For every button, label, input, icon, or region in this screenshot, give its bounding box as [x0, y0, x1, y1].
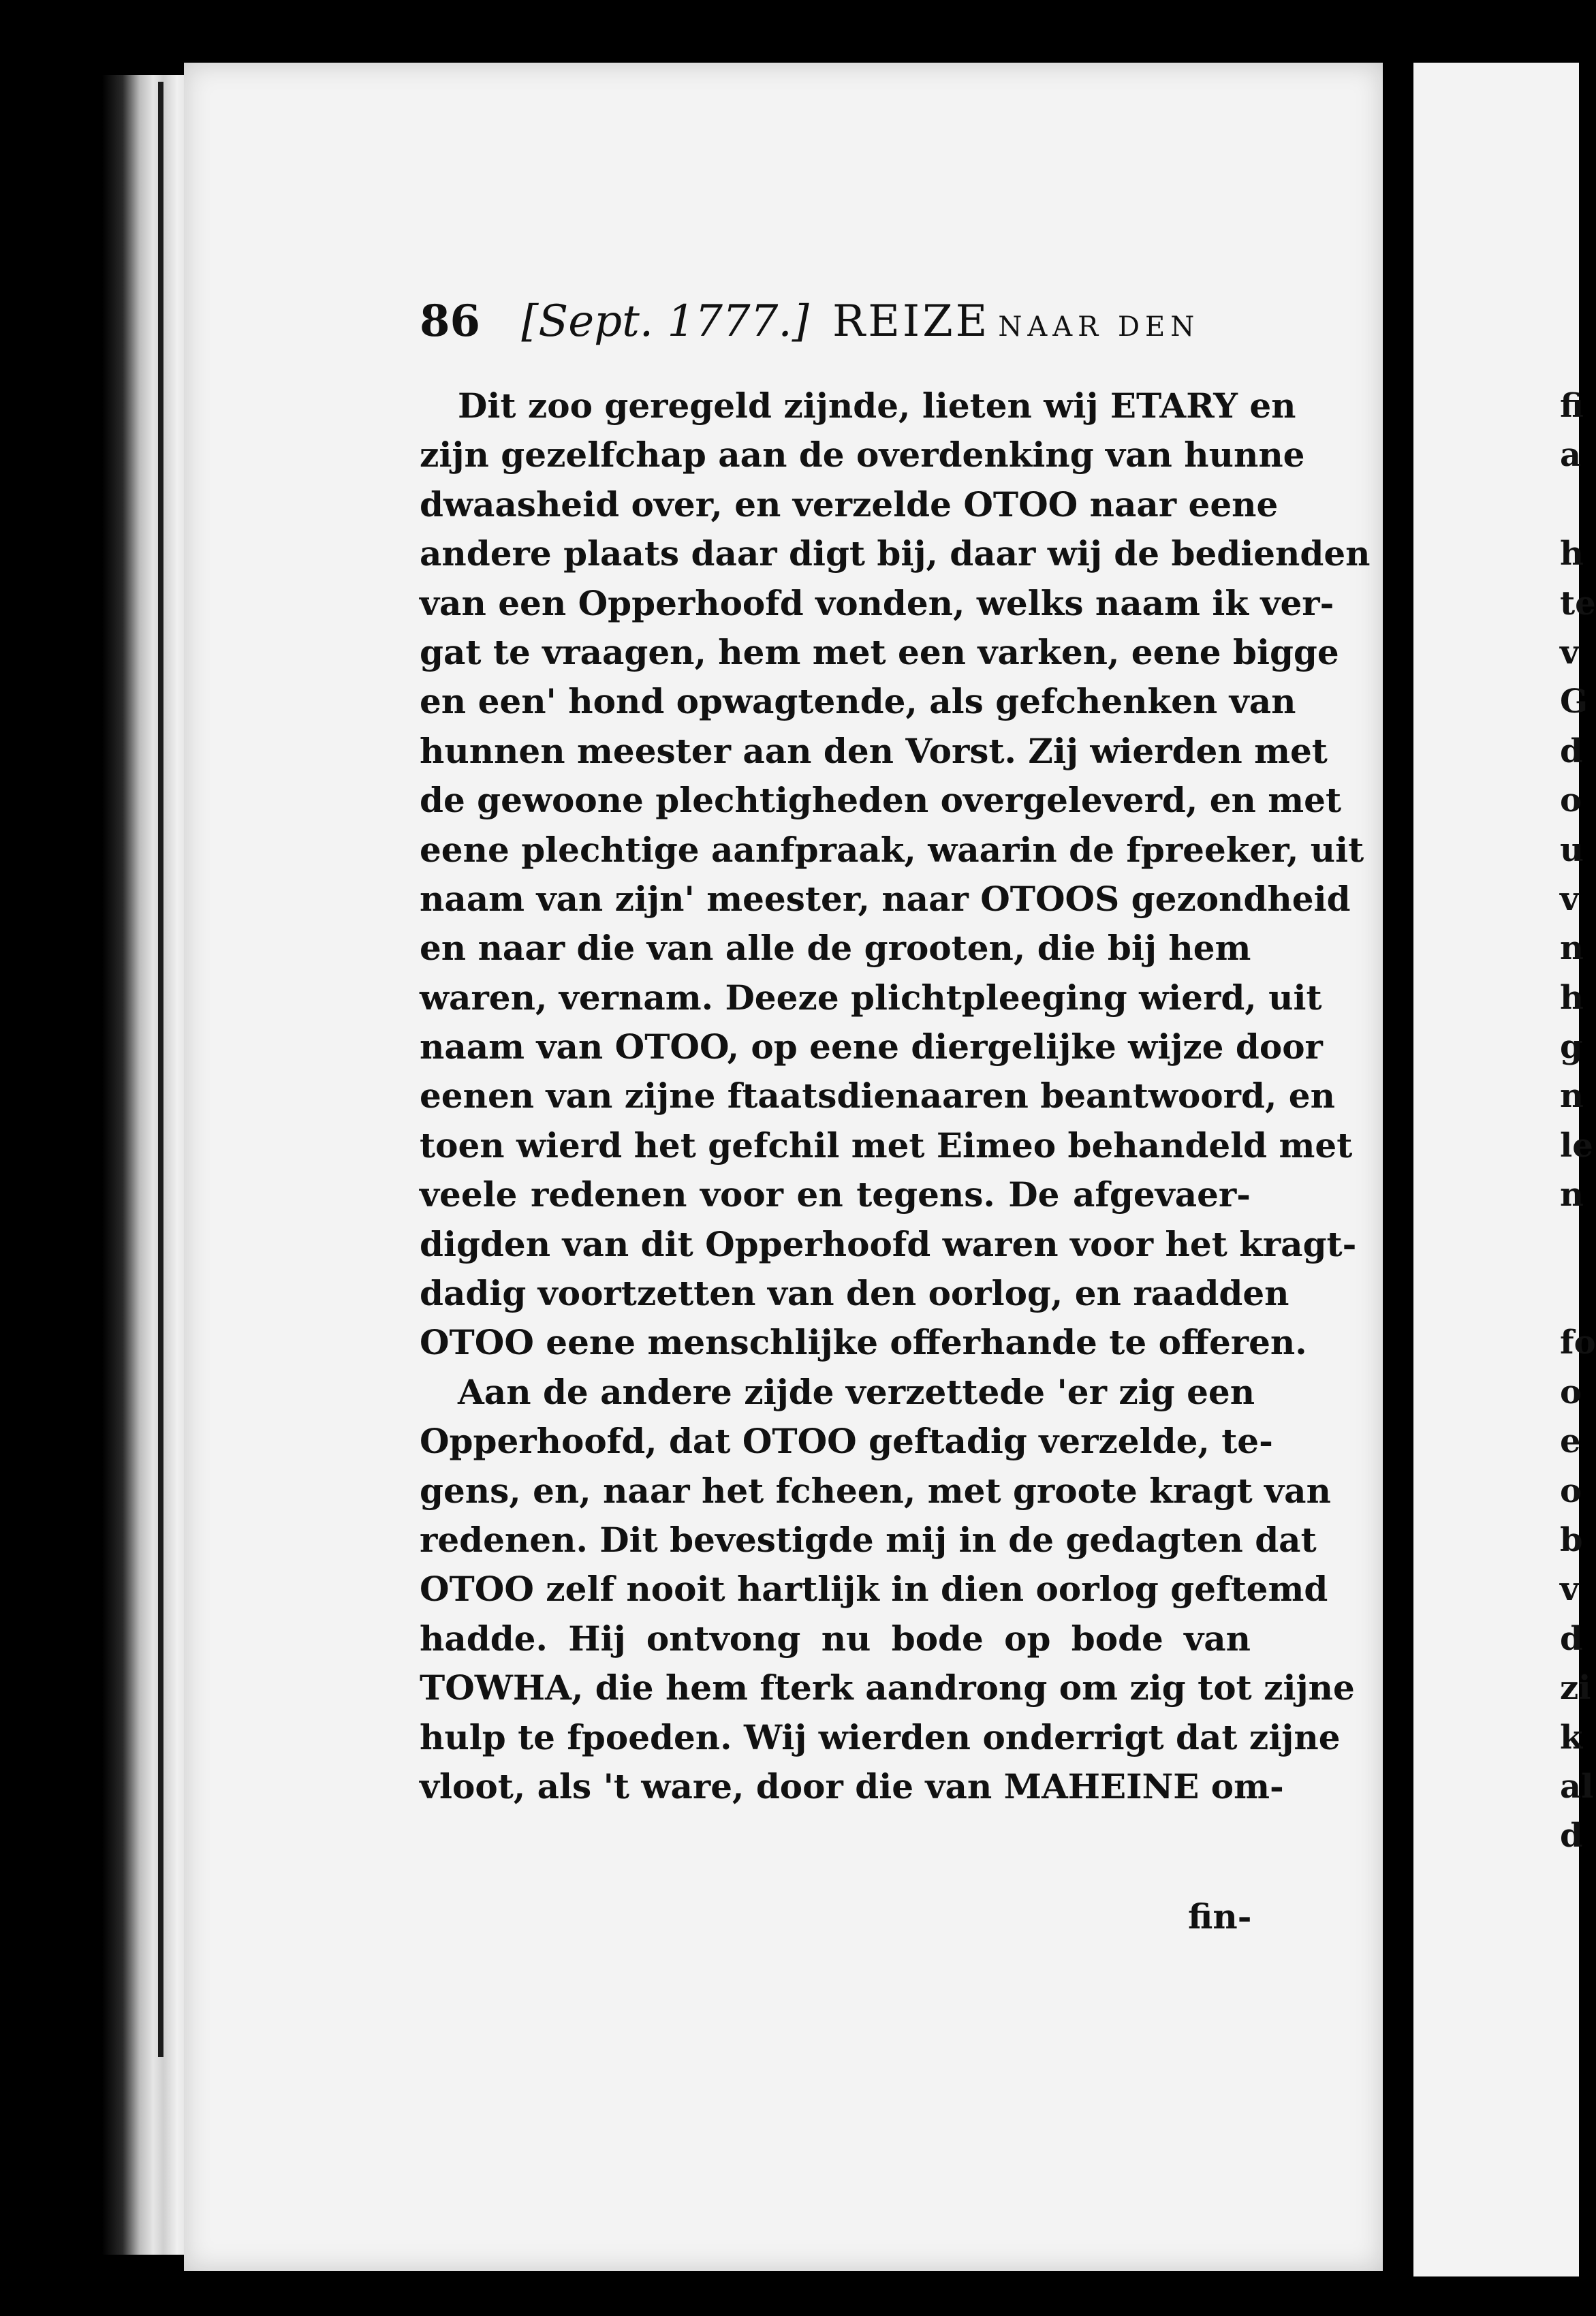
text-line: en naar die van alle de grooten, die bij hem [420, 928, 1251, 969]
facing-page-fragment: n [1560, 1176, 1584, 1215]
text-line: OTOO eene menschlijke offerhande te offeren. [420, 1322, 1307, 1363]
text-line: eenen van zijne ftaatsdienaaren beantwoord, en [420, 1076, 1335, 1116]
facing-page-fragments [1560, 381, 1596, 1861]
text-line: hadde. Hij ontvong nu bode op bode van [420, 1618, 1251, 1659]
binding-edge [158, 82, 163, 2057]
text-line: naam van OTOO, op eene diergelijke wijze door [420, 1027, 1323, 1067]
facing-page-fragment: o [1560, 1471, 1582, 1510]
facing-page-fragment [1560, 1220, 1579, 1269]
facing-page-fragment: fo [1560, 1324, 1596, 1362]
text-line: veele redenen voor en tegens. De afgevaer- [420, 1174, 1251, 1215]
facing-page-fragment: zi [1560, 1669, 1591, 1708]
facing-page-fragment: v [1560, 633, 1579, 672]
text-line: Dit zoo geregeld zijnde, lieten wij ETARY en [458, 386, 1296, 426]
text-line: dadig voortzetten van den oorlog, en raadden [420, 1273, 1289, 1314]
text-line: hunnen meester aan den Vorst. Zij wierden met [420, 730, 1328, 771]
text-line: TOWHA, die hem fterk aandrong om zig tot zijne [420, 1668, 1355, 1708]
facing-page-fragment: d [1560, 732, 1583, 770]
header-title: REIZE NAAR DEN [832, 296, 1200, 347]
text-line: en een' hond opwagtende, als gefchenken van [420, 681, 1296, 722]
facing-page-fragment: le [1560, 1126, 1593, 1165]
text-line: gat te vraagen, hem met een varken, eene bigge [420, 631, 1339, 672]
facing-page-fragment: G [1560, 683, 1588, 721]
facing-page-fragment: g [1560, 1028, 1583, 1067]
facing-page-fragment: v [1560, 1570, 1579, 1609]
text-line: gens, en, naar het fcheen, met groote kragt van [420, 1470, 1331, 1511]
facing-page-fragment: al [1560, 1767, 1594, 1806]
book-binding [102, 75, 191, 2255]
text-line: waren, vernam. Deeze plichtpleeging wierd, uit [420, 977, 1322, 1018]
facing-page-fragment: k [1560, 1718, 1583, 1757]
catchword: fin- [1188, 1896, 1252, 1937]
text-line: OTOO zelf nooit hartlijk in dien oorlog geftemd [420, 1569, 1328, 1610]
running-header [420, 296, 1305, 350]
facing-page [1413, 63, 1596, 2276]
facing-page-fragment: n [1560, 929, 1584, 968]
facing-page-fragment: d [1560, 1817, 1583, 1856]
facing-page-fragment: te [1560, 584, 1596, 623]
facing-page-fragment: n [1560, 1077, 1584, 1116]
text-line: hulp te fpoeden. Wij wierden onderrigt dat zijne [420, 1717, 1341, 1757]
text-line: toen wierd het gefchil met Eimeo behandeld met [420, 1125, 1353, 1165]
page-number: 86 [420, 296, 481, 347]
text-line: vloot, als 't ware, door die van MAHEINE om- [420, 1766, 1284, 1806]
facing-page-fragment: d [1560, 1619, 1583, 1658]
page-gutter [1383, 0, 1413, 2316]
facing-page-fragment: u [1560, 830, 1584, 869]
facing-page-fragment: o [1560, 1373, 1582, 1411]
facing-page-fragment: v [1560, 879, 1579, 918]
facing-page-fragment: e [1560, 1422, 1581, 1461]
text-line: Aan de andere zijde verzettede 'er zig een [458, 1371, 1255, 1412]
text-line: van een Opperhoofd vonden, welks naam ik ver- [420, 582, 1334, 623]
header-date: [Sept. 1777.] [521, 296, 809, 347]
text-line: zijn gezelfchap aan de overdenking van hunne [420, 435, 1305, 475]
text-line: naam van zijn' meester, naar OTOOS gezondheid [420, 878, 1351, 919]
text-line: redenen. Dit bevestigde mij in de gedagten dat [420, 1519, 1317, 1560]
text-line: dwaasheid over, en verzelde OTOO naar eene [420, 484, 1279, 525]
text-line: Opperhoofd, dat OTOO geftadig verzelde, te- [420, 1421, 1273, 1462]
facing-page-fragment: fi [1560, 387, 1584, 425]
facing-page-fragment: b [1560, 1520, 1583, 1559]
text-line: andere plaats daar digt bij, daar wij de bedienden [420, 533, 1371, 574]
facing-page-fragment: h [1560, 535, 1584, 574]
facing-page-fragment: a [1560, 436, 1582, 475]
facing-page-fragment: o [1560, 781, 1582, 820]
text-line: eene plechtige aanfpraak, waarin de fpreeker, uit [420, 829, 1364, 870]
facing-page-fragment: h [1560, 978, 1584, 1017]
facing-page-fragment [1560, 1269, 1579, 1318]
facing-page-fragment [1560, 480, 1579, 529]
text-line: digden van dit Opperhoofd waren voor het kragt- [420, 1223, 1357, 1264]
text-line: de gewoone plechtigheden overgeleverd, en met [420, 780, 1342, 821]
body-text [420, 381, 1371, 1811]
